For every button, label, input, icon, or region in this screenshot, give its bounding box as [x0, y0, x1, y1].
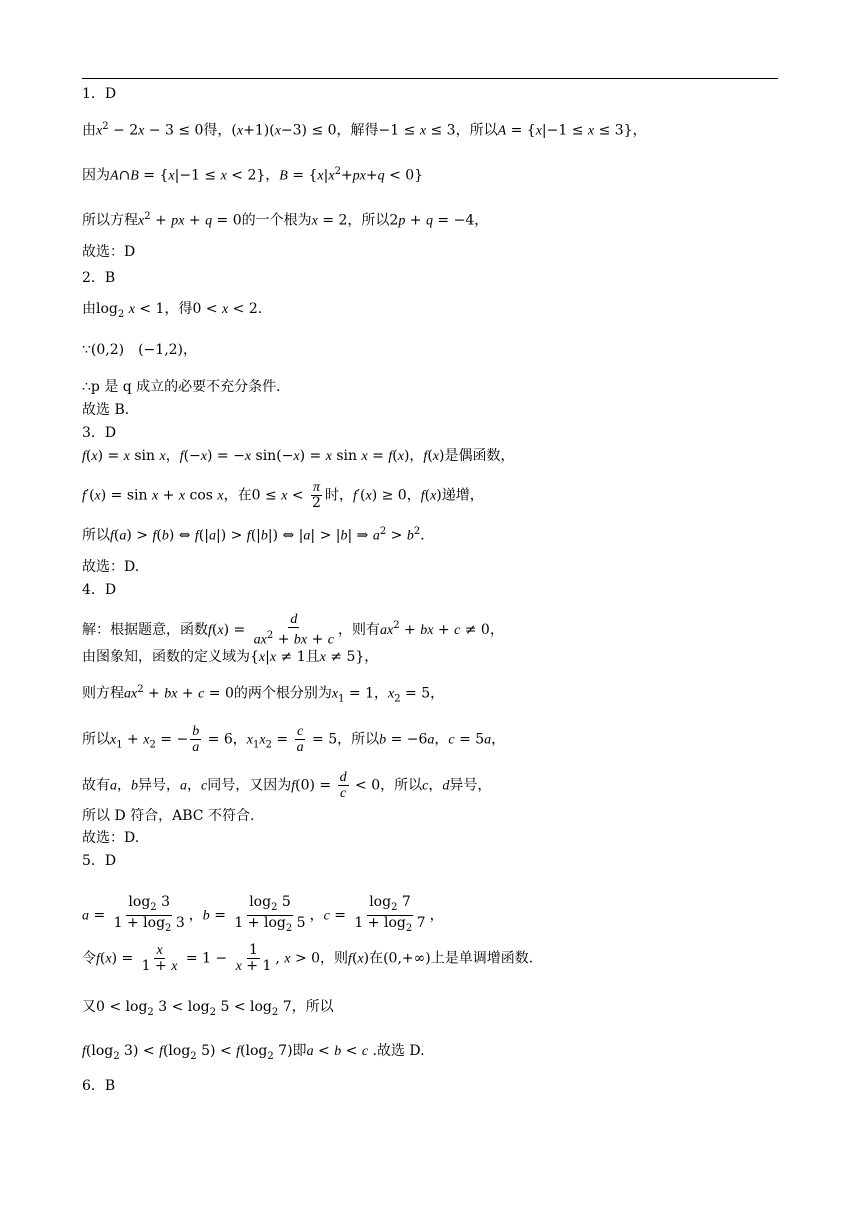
- text-line: 所以方程$x^2$ + px + q = 0的一个根为x = 2，所以2p + q = −4，: [82, 211, 489, 229]
- answer-3-heading: 3．D: [82, 425, 117, 441]
- text-line: 故有a，b异号，a，c同号，又因为f(0) = $\frac{d}{c}$ < 0，所以c，d异号，: [82, 770, 492, 801]
- text-line: f(x) = x sin x，f(−x) = −x sin(−x) = x sin x = f(x)，f(x)是偶函数，: [82, 448, 515, 464]
- text-line: 所以f(a) > f(b) ⇔ f(|a|) > f(|b|) ⇔ |a| > |b| ⇒ $a^2 > b^2$．: [82, 526, 435, 544]
- text-line: 由图象知，函数的定义域为{x|x ≠ 1且x ≠ 5}，: [82, 649, 379, 665]
- text-line: 故选：D.: [82, 830, 140, 846]
- text-line: 所以$x_1 + x_2$ = − $\frac{b}{a}$ = 6，$x_1x_2$ = $\frac{c}{a}$ = 5，所以b = −6a，c = 5a，: [82, 724, 506, 755]
- text-line: 由$\log_2 x < 1$，得0 < x < 2．: [82, 301, 272, 320]
- answer-4-heading: 4．D: [82, 582, 117, 598]
- text-line: 所以 D 符合，ABC 不符合.: [82, 808, 255, 824]
- text-line: 又$0 < \log_2 3 < \log_2 5 < \log_2 7$，所以: [82, 999, 334, 1018]
- text-line: f′(x) = sin x + x cos x，在0 ≤ x < $\frac{\pi}{2}$ 时，f′(x) ≥ 0，f(x)递增，: [82, 480, 484, 511]
- text-line: a = $\frac{\log_2 3}{1 + \log_2 3}$ ，b = $\frac{\log_2 5}{1 + \log_2 5}$ ，c = $\frac{\log_2 7}{1 + \log_2 7}$ ，: [82, 894, 444, 934]
- text-line: 则方程$ax^2$ + bx + c = 0的两个根分别为$x_1 = 1$，$x_2 = 5$，: [82, 684, 445, 705]
- text-line: $f(\log_2$ $3) < f(\log_2$ $5) < f(\log_2$ 7)即a < b < c .故选 D.: [82, 1043, 425, 1062]
- header-rule: [82, 78, 778, 79]
- text-line: 令f(x) = $\frac{x}{1 + x}$ = 1 − $\frac{1}{x + 1}$ , x > 0，则f(x)在(0,+∞)上是单调增函数.: [82, 942, 534, 974]
- answer-1-heading: 1．D: [82, 86, 117, 102]
- text-line: 由$x^2 - 2x - 3 \le 0$得，(x+1)(x−3) ≤ 0，解得−1 ≤ x ≤ 3，所以A = {x|−1 ≤ x ≤ 3}，: [82, 121, 647, 139]
- text-line: 解：根据题意，函数f(x) = $\frac{d}{ax^2 + bx + c}$ ，则有$ax^2$ + bx + c ≠ 0，: [82, 612, 504, 648]
- text-line: 因为A∩B = {x|−1 ≤ x < 2}，$B = \{x|x^2+px+q < 0\}$: [82, 166, 424, 184]
- text-line: 故选：D: [82, 244, 136, 260]
- text-line: ∵(0,2) (−1,2)，: [82, 342, 198, 358]
- text-line: 故选 B．: [82, 402, 139, 418]
- text-line: 故选：D.: [82, 559, 140, 575]
- answer-5-heading: 5．D: [82, 853, 117, 869]
- answer-2-heading: 2．B: [82, 270, 116, 286]
- answer-6-heading: 6．B: [82, 1078, 116, 1094]
- text-line: ∴p 是 q 成立的必要不充分条件．: [82, 379, 291, 395]
